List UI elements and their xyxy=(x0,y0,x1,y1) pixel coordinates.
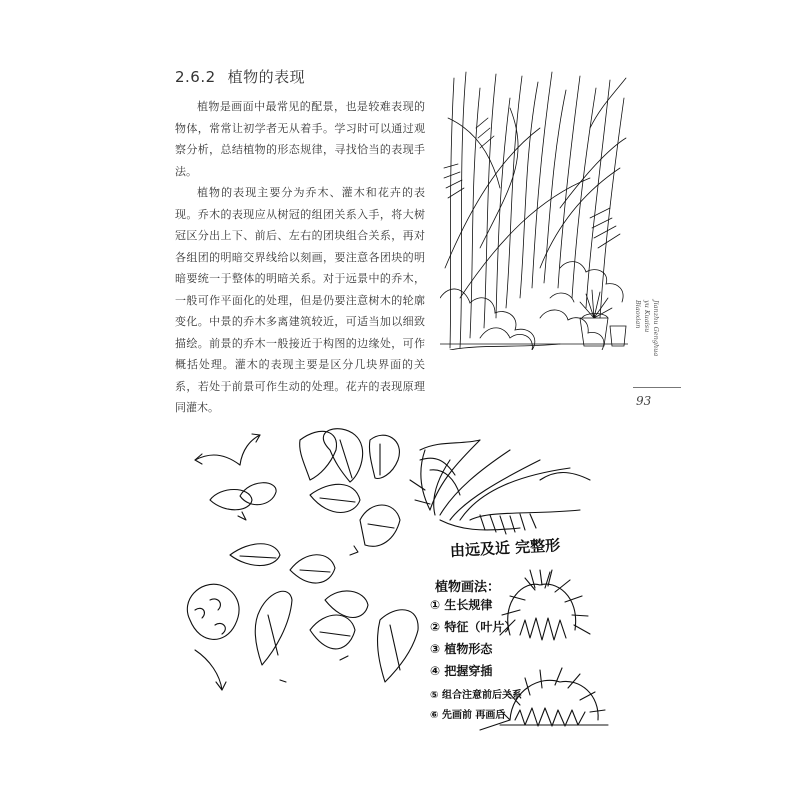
paragraph-intro: 植物是画面中最常见的配景，也是较难表现的物体，常常让初学者无从着手。学习时可以通过观察分析，总结植物的形态规律，寻找恰当的表现手法。 xyxy=(175,100,425,178)
side-caption: Jianzhu Genghua yu Kuaisu Biaoxian xyxy=(634,300,660,357)
handwritten-note-item: ③ 植物形态 xyxy=(430,642,493,656)
handwritten-note-item: ② 特征（叶片） xyxy=(430,620,517,634)
page-number: 93 xyxy=(636,394,652,408)
caption-divider xyxy=(633,387,681,388)
section-title: 植物的表现 xyxy=(227,68,306,86)
handwritten-note-item: ⑤ 组合注意前后关系 xyxy=(430,690,522,701)
section-number: 2.6.2 xyxy=(175,68,216,86)
handwritten-note-item: ① 生长规律 xyxy=(430,598,493,612)
handwritten-note-item: ⑥ 先画前 再画后 xyxy=(430,710,506,721)
plant-sketch-illustration xyxy=(440,68,628,350)
handwritten-note-title: 由远及近 完整形 xyxy=(449,536,561,560)
leaf-study-sketch xyxy=(180,420,620,750)
section-heading xyxy=(175,66,305,87)
body-text xyxy=(175,96,425,419)
paragraph-main: 植物的表现主要分为乔木、灌木和花卉的表现。乔木的表现应从树冠的组团关系入手，将大树冠区分出上下、前后、左右的团块组合关系，再对各组团的明暗交界线给以刻画，要注意各团块的明暗要统一于整体的明暗关系。对于远景中的乔木，一般可作平面化的处理，但是仍要注意树木的轮廓变化。中景的乔木多离建筑较近，可适当加以细致描绘。前景的乔木一般接近于构图的边缘处，可作概括处理。灌木的表现主要是区分几块界面的关系，若处于前景可作生动的处理。花卉的表现原理同灌木。 xyxy=(175,186,425,414)
handwritten-note-item: ④ 把握穿插 xyxy=(430,664,493,678)
handwritten-note-subtitle: 植物画法： xyxy=(435,580,501,595)
